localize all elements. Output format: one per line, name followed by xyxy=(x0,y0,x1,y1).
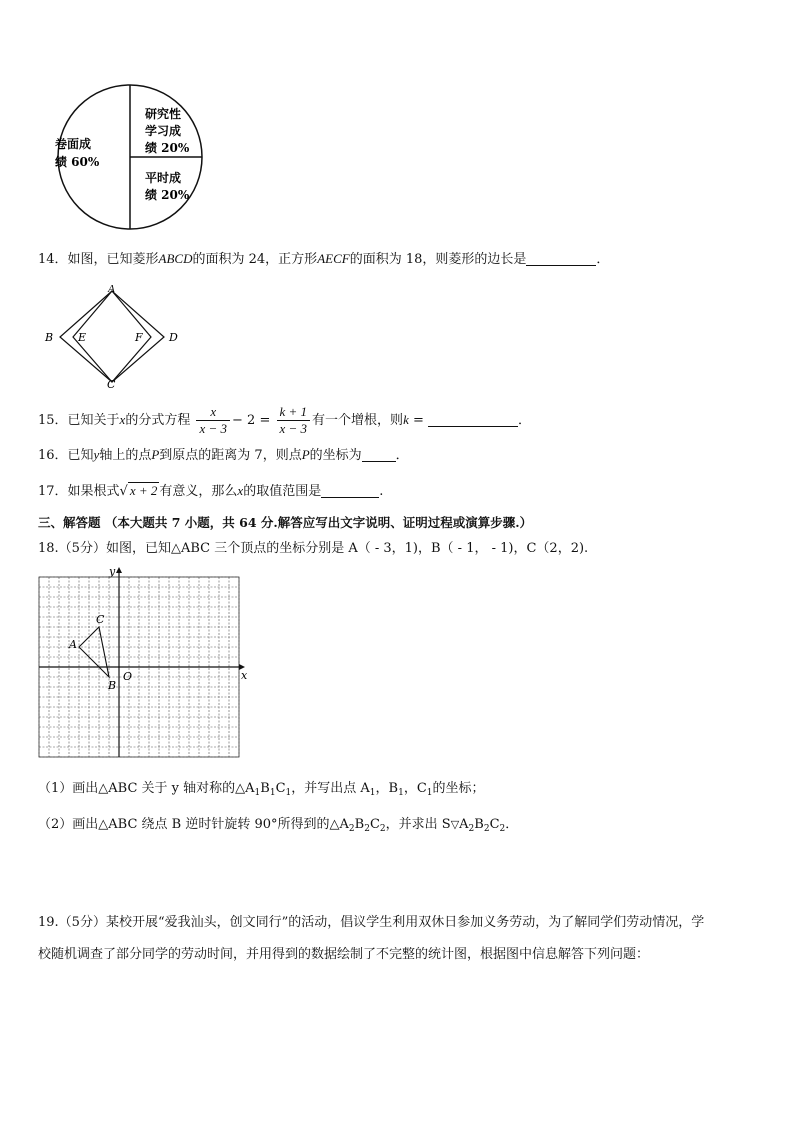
q15-minus2: − 2 = xyxy=(232,413,271,428)
q17-answer-blank[interactable] xyxy=(321,483,379,498)
q15-answer-blank[interactable] xyxy=(428,412,518,427)
section-3-title: 三、解答题 xyxy=(38,515,101,530)
sub-2e: 2 xyxy=(483,824,490,834)
question-18: 18.（5分）如图，已知△ABC 三个顶点的坐标分别是 A（ - 3，1)，B（ - 1， - 1)，C（2，2). xyxy=(38,541,589,556)
q14-aecf: AECF xyxy=(317,251,350,266)
grid-label-B: B xyxy=(108,679,117,692)
q15-f2-den: x − 3 xyxy=(279,421,308,436)
q18-subquestion-2: （2）画出△ABC 绕点 B 逆时针旋转 90°所得到的$\triangle A_2B_2C_2$，并求出 $S▽A_2B_2C_2$． xyxy=(38,817,519,834)
grid-label-x: x xyxy=(241,669,248,682)
label-F: F xyxy=(135,331,143,344)
q15-end: ． xyxy=(518,413,532,428)
q15-k: k xyxy=(403,412,409,427)
q15-mid: 的分式方程 xyxy=(125,413,191,428)
sub-2f: 2 xyxy=(499,824,506,834)
q16-prefix: 16．已知 xyxy=(38,448,94,463)
question-19-line-2: 校随机调查了部分同学的劳动时间，并用得到的数据绘制了不完整的统计图，根据图中信息解答下列问题： xyxy=(38,947,650,962)
q15-f1-num: x xyxy=(196,404,230,421)
q16-y: y xyxy=(93,447,100,462)
q15-fraction-2 xyxy=(277,404,311,437)
q17-prefix: 17．如果根式 xyxy=(38,484,120,499)
q16-mid3: 的坐标为 xyxy=(309,448,362,463)
sub-2b: 2 xyxy=(364,824,370,834)
grid-label-y: y xyxy=(109,565,116,578)
sub-2c: 2 xyxy=(379,824,386,834)
rhombus-abcd xyxy=(60,291,164,382)
q18-sub1-a: （1）画出△ABC 关于 y 轴对称的△A xyxy=(38,781,255,796)
rhombus-figure xyxy=(40,282,190,392)
q18-sub2-a: （2）画出△ABC 绕点 B 逆时针旋转 90°所得到的△A xyxy=(38,817,349,832)
q17-radicand: x + 2 xyxy=(129,483,158,498)
q15-x: x xyxy=(119,412,126,427)
pie-label-bottom-1: 平时成 xyxy=(145,171,182,185)
question-15 xyxy=(38,403,531,438)
q15-prefix: 15．已知关于 xyxy=(38,413,120,428)
q14-mid1: 的面积为 24，正方形 xyxy=(192,252,318,267)
q15-mid2: 有一个增根，则 xyxy=(312,413,404,428)
q14-prefix: 14．如图，已知菱形 xyxy=(38,252,159,267)
question-16 xyxy=(38,446,409,465)
question-17 xyxy=(38,482,383,501)
section-3-header xyxy=(38,514,532,532)
sub-2d: 2 xyxy=(468,824,475,834)
label-A: A xyxy=(108,283,115,295)
label-B: B xyxy=(45,331,54,344)
sub-2a: 2 xyxy=(348,824,355,834)
q14-answer-blank[interactable] xyxy=(526,251,596,266)
coordinate-grid xyxy=(36,565,248,765)
sub-1e: 1 xyxy=(398,788,404,798)
q18-subquestion-1: （1）画出△ABC 关于 y 轴对称的$\triangle A_1B_1C_1$，并写出点 $A_1$，$B_1$，$C_1$的坐标； xyxy=(38,781,485,798)
question-14 xyxy=(38,250,609,269)
q16-p2: P xyxy=(301,447,310,462)
q16-p1: P xyxy=(151,447,160,462)
q14-end: ． xyxy=(596,252,610,267)
grid-label-A: A xyxy=(69,638,77,651)
question-19-line-1: 19.（5分）某校开展“爱我汕头，创文同行”的活动，倡议学生利用双休日参加义务劳动，为了解同学们劳动情况，学 xyxy=(38,915,705,930)
y-axis-arrow xyxy=(116,567,122,573)
q18-sub2-c: A xyxy=(459,817,469,832)
triangle-symbol: ▽ xyxy=(450,818,460,831)
grid-label-O: O xyxy=(123,670,133,683)
q17-mid2: 的取值范围是 xyxy=(243,484,322,499)
q15-f2-num: k + 1 xyxy=(277,404,311,421)
q18-sub1-d: ，C xyxy=(403,781,427,796)
pie-label-top-3: 绩 20% xyxy=(145,141,190,155)
q16-answer-blank[interactable] xyxy=(362,447,396,462)
grid-label-C: C xyxy=(96,613,105,626)
q18-sub1-e: 的坐标； xyxy=(432,781,485,796)
q18-sub1-b: ，并写出点 A xyxy=(291,781,370,796)
q18-sub2-b: ，并求出 S xyxy=(385,817,451,832)
label-E: E xyxy=(78,331,87,344)
q16-mid1: 轴上的点 xyxy=(99,448,152,463)
q17-end: . xyxy=(379,484,384,499)
q17-mid: 有意义，那么 xyxy=(159,484,238,499)
label-D: D xyxy=(169,331,178,344)
q18-sub2-d: ． xyxy=(505,817,519,832)
sub-1f: 1 xyxy=(426,788,433,798)
sub-1c: 1 xyxy=(285,788,292,798)
sub-1: 1 xyxy=(254,788,261,798)
pie-label-top-2: 学习成 xyxy=(145,124,182,138)
radical-sign: √ xyxy=(119,484,128,499)
q14-abcd: ABCD xyxy=(158,251,193,266)
q16-end: ． xyxy=(395,448,409,463)
pie-label-left-2: 绩 60% xyxy=(55,155,100,169)
pie-label-top-1: 研究性 xyxy=(145,107,182,121)
q16-mid2: 到原点的距离为 7，则点 xyxy=(159,448,302,463)
sub-1d: 1 xyxy=(369,788,376,798)
q14-mid2: 的面积为 18，则菱形的边长是 xyxy=(349,252,527,267)
pie-label-left-1: 卷面成 xyxy=(55,137,92,151)
triangle-abc xyxy=(79,627,109,677)
sub-1b: 1 xyxy=(269,788,276,798)
label-C: C xyxy=(107,378,116,391)
pie-chart xyxy=(50,80,210,235)
q17-x: x xyxy=(237,483,244,498)
q15-f1-den: x − 3 xyxy=(199,421,228,436)
q15-fraction-1 xyxy=(196,404,230,437)
section-3-note: （本大题共 7 小题，共 64 分.解答应写出文字说明、证明过程或演算步骤.） xyxy=(104,515,533,530)
pie-label-bottom-2: 绩 20% xyxy=(145,188,190,202)
q15-eq: = xyxy=(408,413,424,428)
q18-sub1-c: ，B xyxy=(375,781,399,796)
